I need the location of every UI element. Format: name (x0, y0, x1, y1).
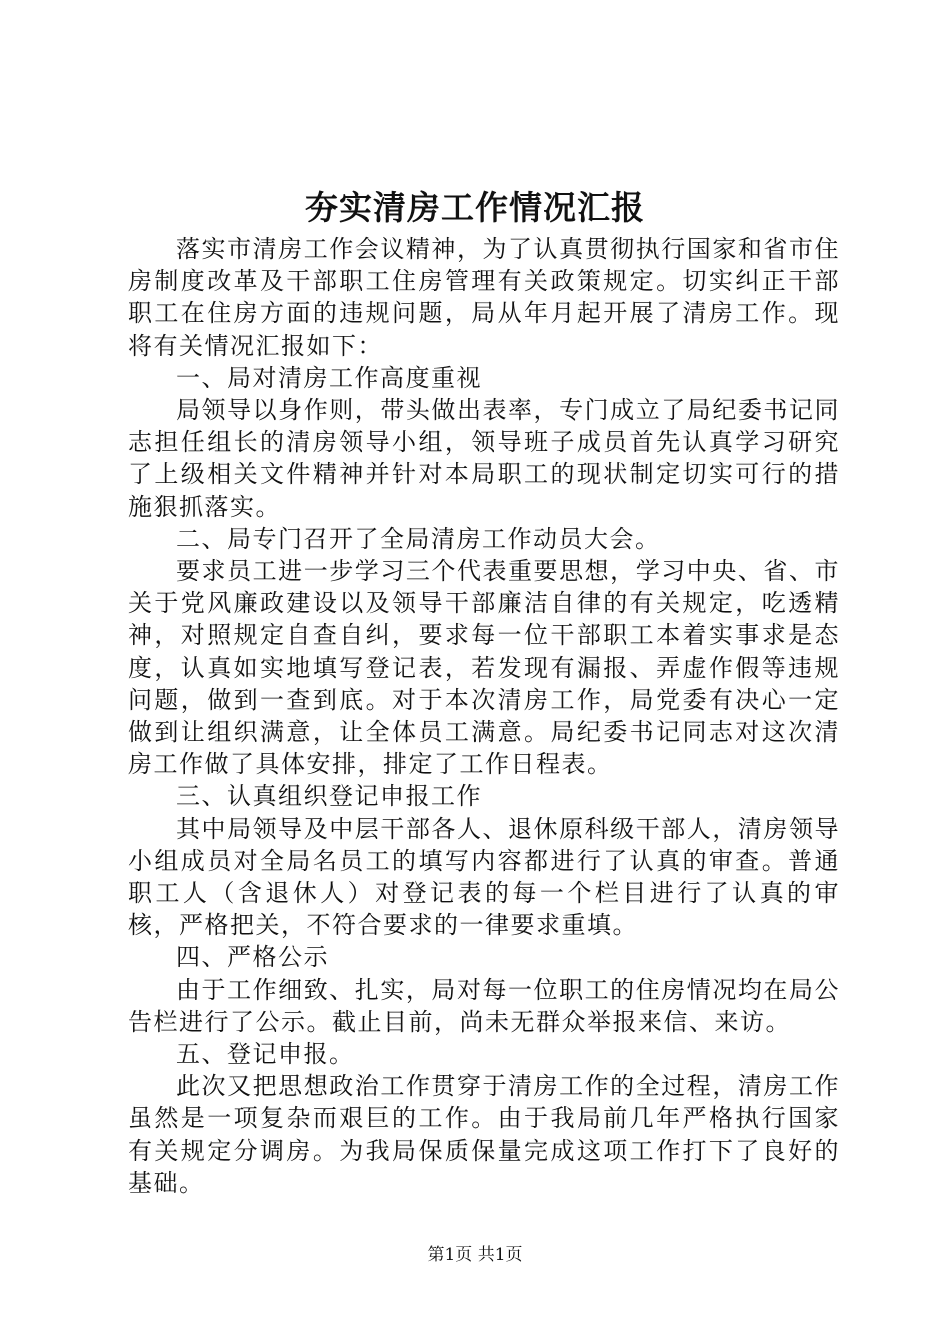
section-heading-1: 一、局对清房工作高度重视 (176, 363, 482, 392)
section-1-paragraph: 局领导以身作则，带头做出表率，专门成立了局纪委书记同志担任组长的清房领导小组，领导班子成员首先认真学习研究了上级相关文件精神并针对本局职工的现状制定切实可行的措施狠抓落实。 (128, 396, 840, 521)
page-number-footer: 第1页 共1页 (427, 1245, 523, 1265)
section-heading-5: 五、登记申报。 (176, 1040, 355, 1069)
section-heading-2: 二、局专门召开了全局清房工作动员大会。 (176, 524, 661, 553)
section-3-paragraph: 其中局领导及中层干部各人、退休原科级干部人，清房领导小组成员对全局名员工的填写内容都进行了认真的审查。普通职工人（含退休人）对登记表的每一个栏目进行了认真的审核，严格把关，不符合要求的一律要求重填。 (128, 814, 840, 940)
section-4-paragraph: 由于工作细致、扎实，局对每一位职工的住房情况均在局公告栏进行了公示。截止目前，尚未无群众举报来信、来访。 (128, 975, 840, 1036)
section-heading-4: 四、严格公示 (176, 943, 329, 972)
section-heading-3: 三、认真组织登记申报工作 (176, 782, 482, 811)
section-2-paragraph: 要求员工进一步学习三个代表重要思想，学习中央、省、市关于党风廉政建设以及领导干部廉洁自律的有关规定，吃透精神，对照规定自查自纠，要求每一位干部职工本着实事求是态度，认真如实地填写登记表，若发现有漏报、弄虚作假等违规问题，做到一查到底。对于本次清房工作，局党委有决心一定做到让组织满意，让全体员工满意。局纪委书记同志对这次清房工作做了具体安排，排定了工作日程表。 (128, 557, 840, 779)
document-body (128, 233, 840, 1199)
section-5-paragraph: 此次又把思想政治工作贯穿于清房工作的全过程，清房工作虽然是一项复杂而艰巨的工作。由于我局前几年严格执行国家有关规定分调房。为我局保质保量完成这项工作打下了良好的基础。 (128, 1072, 840, 1197)
intro-paragraph: 落实市清房工作会议精神，为了认真贯彻执行国家和省市住房制度改革及干部职工住房管理有关政策规定。切实纠正干部职工在住房方面的违规问题，局从年月起开展了清房工作。现将有关情况汇报如下： (128, 235, 840, 360)
document-title: 夯实清房工作情况汇报 (305, 188, 645, 227)
